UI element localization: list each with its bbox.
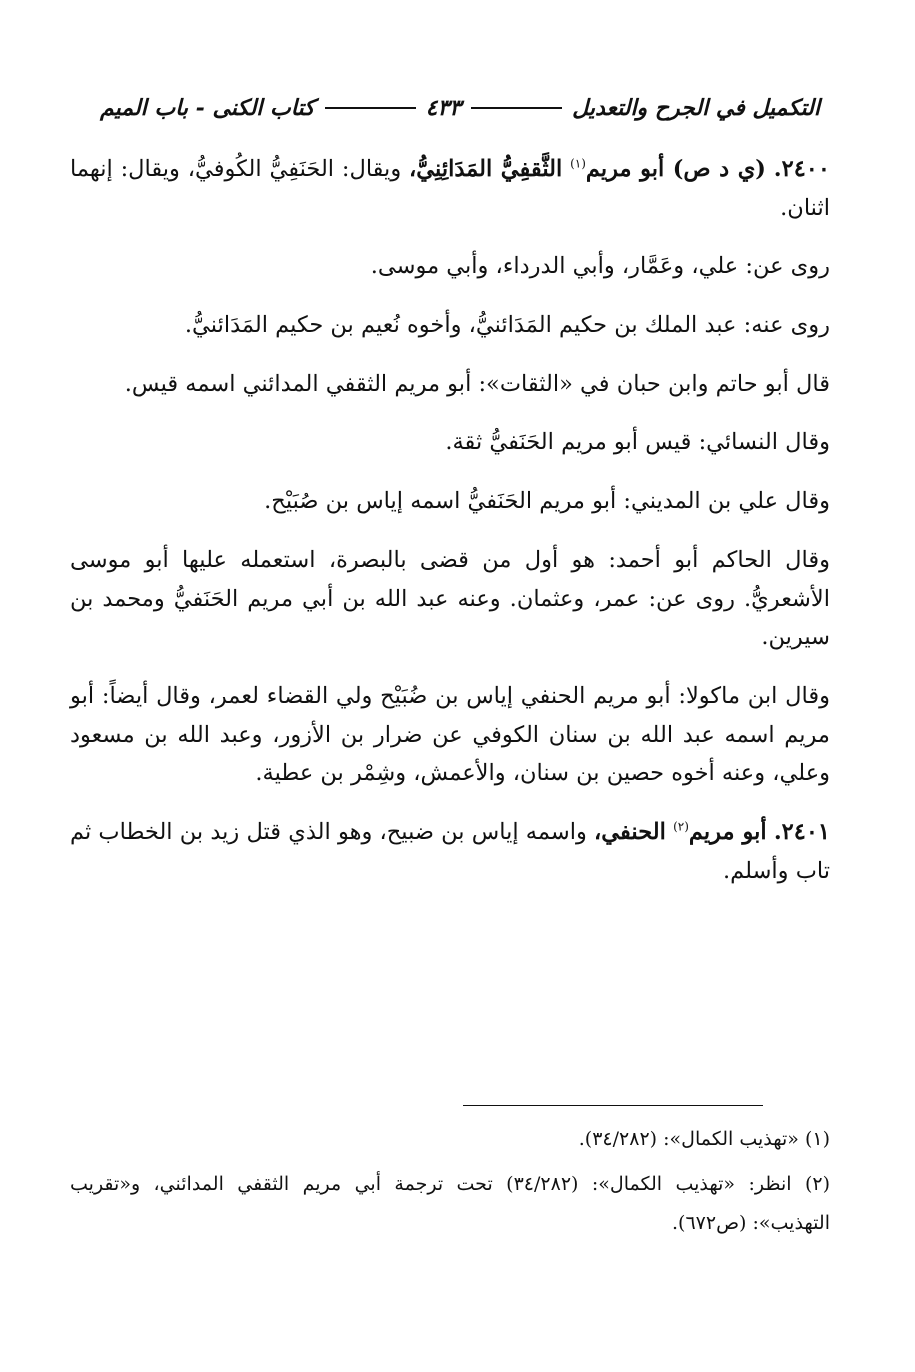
entry-heading-rest: الحنفي، (594, 818, 666, 845)
paragraph: روى عنه: عبد الملك بن حكيم المَدَائنيُّ، وأخوه نُعيم بن حكيم المَدَائنيُّ. (184, 312, 830, 339)
section-title: كتاب الكنى - باب الميم (99, 95, 315, 121)
paragraph: وقال الحاكم أبو أحمد: هو أول من قضى بالبصرة، استعمله عليها أبو موسى الأشعريُّ. روى عن: عمر، وعثمان. وعنه عبد الله بن أبي مريم الحَنَفيُّ ومحمد بن سيرين. (70, 546, 830, 651)
entry-text: واسمه إياس بن ضبيح، وهو الذي قتل زيد بن الخطاب ثم تاب وأسلم. (70, 818, 830, 884)
entry-heading: أبو مريم (688, 818, 767, 845)
footnote: (١) «تهذيب الكمال»: (٣٤/٢٨٢). (578, 1128, 830, 1150)
entry-heading-rest: الثَّقفِيُّ المَدَائِنِيُّ، (409, 156, 563, 182)
main-text (70, 150, 830, 910)
entry-2400 (70, 150, 830, 227)
page-number: ٤٣٣ (425, 95, 462, 121)
paragraph: روى عن: علي، وعَمَّار، وأبي الدرداء، وأبي موسى. (370, 253, 830, 280)
footnote-marker: (١) (570, 156, 586, 171)
entry-text: ويقال: الحَنَفِيُّ الكُوفيُّ، ويقال: إنهما اثنان. (70, 156, 830, 221)
header-dash (471, 107, 562, 109)
footnote: (٢) انظر: «تهذيب الكمال»: (٣٤/٢٨٢) تحت ترجمة أبي مريم الثقفي المدائني، و«تقريب التهذيب»: (ص٦٧٢). (70, 1172, 830, 1234)
entry-heading: (ي د ص) أبو مريم (585, 156, 766, 182)
paragraph: وقال ابن ماكولا: أبو مريم الحنفي إياس بن ضُبَيْح ولي القضاء لعمر، وقال أيضاً: أبو مريم اسمه عبد الله بن سنان الكوفي عن ضرار بن الأزور، وعبد الله بن مسعود وعلي، وعنه أخوه حصين بن سنان، والأعمش، وشِمْر بن عطية. (70, 682, 830, 787)
entry-2401 (70, 813, 830, 890)
footnotes (70, 1120, 830, 1249)
entry-number: ٢٤٠١. (773, 818, 830, 845)
paragraph: وقال النسائي: قيس أبو مريم الحَنَفيُّ ثقة. (445, 429, 830, 456)
header-dash (325, 107, 416, 109)
running-header (100, 88, 820, 128)
footnote-divider (463, 1105, 763, 1106)
entry-number: ٢٤٠٠. (773, 156, 830, 182)
paragraph: وقال علي بن المديني: أبو مريم الحَنَفيُّ اسمه إياس بن صُبَيْح. (264, 488, 830, 515)
paragraph: قال أبو حاتم وابن حبان في «الثقات»: أبو مريم الثقفي المدائني اسمه قيس. (124, 370, 830, 397)
footnote-marker: (٢) (673, 819, 689, 834)
book-title: التكميل في الجرح والتعديل (572, 95, 820, 121)
